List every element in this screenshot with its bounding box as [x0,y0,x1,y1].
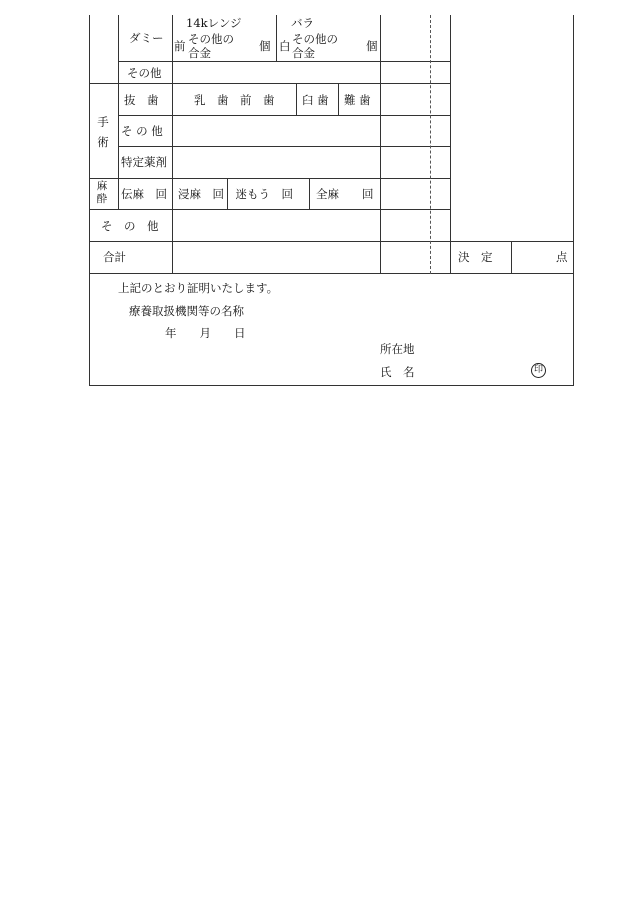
dummy-molar-line1: その他の [292,32,338,46]
dummy-molar-unit: 個 [366,39,378,53]
decision-column-divider [511,241,512,274]
dummy-molar-label: 白 [279,39,291,53]
extraction-split-line-2 [338,83,339,115]
points-unit: 点 [556,250,568,264]
anesthesia-general: 全麻 回 [316,187,374,201]
form-right-border [573,15,574,386]
dummy-split-line [276,15,277,62]
total-label: 合計 [103,250,126,264]
anesthesia-split-line-2 [309,178,310,210]
form-left-border [89,15,90,386]
decision-label: 決 定 [458,250,493,264]
row-line-surgery-bottom [89,178,450,179]
points-dashed-divider [430,15,431,274]
content-column-divider [172,15,173,274]
surgery-label: 手術 [97,115,109,149]
dummy-front-line2: 合金 [188,46,211,60]
dummy-front-line1: その他の [188,32,234,46]
decision-column-left [450,15,451,274]
row-line-extraction-bottom [118,115,450,116]
extraction-split-line-1 [296,83,297,115]
row-line-misc-bottom [89,241,450,242]
dummy-front-unit: 個 [259,39,271,53]
points-column-divider [380,15,381,274]
dummy-molar-line2: 合金 [292,46,315,60]
certification-statement: 上記のとおり証明いたします。 [118,281,279,295]
row-line-other-bottom [89,83,450,84]
decision-row-top [450,241,574,242]
specific-drug-label: 特定薬剤 [121,155,167,169]
anesthesia-label: 麻酔 [96,180,108,205]
institution-name-label: 療養取扱機関等の名称 [129,304,244,318]
dummy-molar-head: バラ [291,16,314,30]
seal-mark: 印 [531,363,546,378]
row-line-surgery-other-bottom [118,146,450,147]
dummy-label: ダミー [129,31,164,45]
misc-label: そ の 他 [101,219,159,233]
extraction-label: 抜 歯 [124,93,159,107]
certification-date: 年 月 日 [165,326,246,340]
location-label: 所在地 [380,342,415,356]
extraction-item-difficult: 難 歯 [344,93,371,107]
row-line-anesthesia-bottom [89,209,450,210]
other-row-label: その他 [127,66,162,80]
label-column-divider [118,15,119,210]
row-line-total-bottom [89,273,574,274]
name-label: 氏 名 [380,365,415,379]
anesthesia-infiltration: 浸麻 回 迷もう 回 [178,187,293,201]
dummy-front-label: 前 [174,39,186,53]
anesthesia-conduction: 伝麻 回 [121,187,167,201]
row-line-dummy-bottom [118,61,450,62]
dummy-front-head: 14kレンジ [186,16,242,30]
surgery-other-label: そ の 他 [121,124,163,138]
extraction-item-molar: 臼 歯 [302,93,329,107]
form-bottom-border [89,385,574,386]
extraction-item-primary-front: 乳 歯 前 歯 [194,93,275,107]
